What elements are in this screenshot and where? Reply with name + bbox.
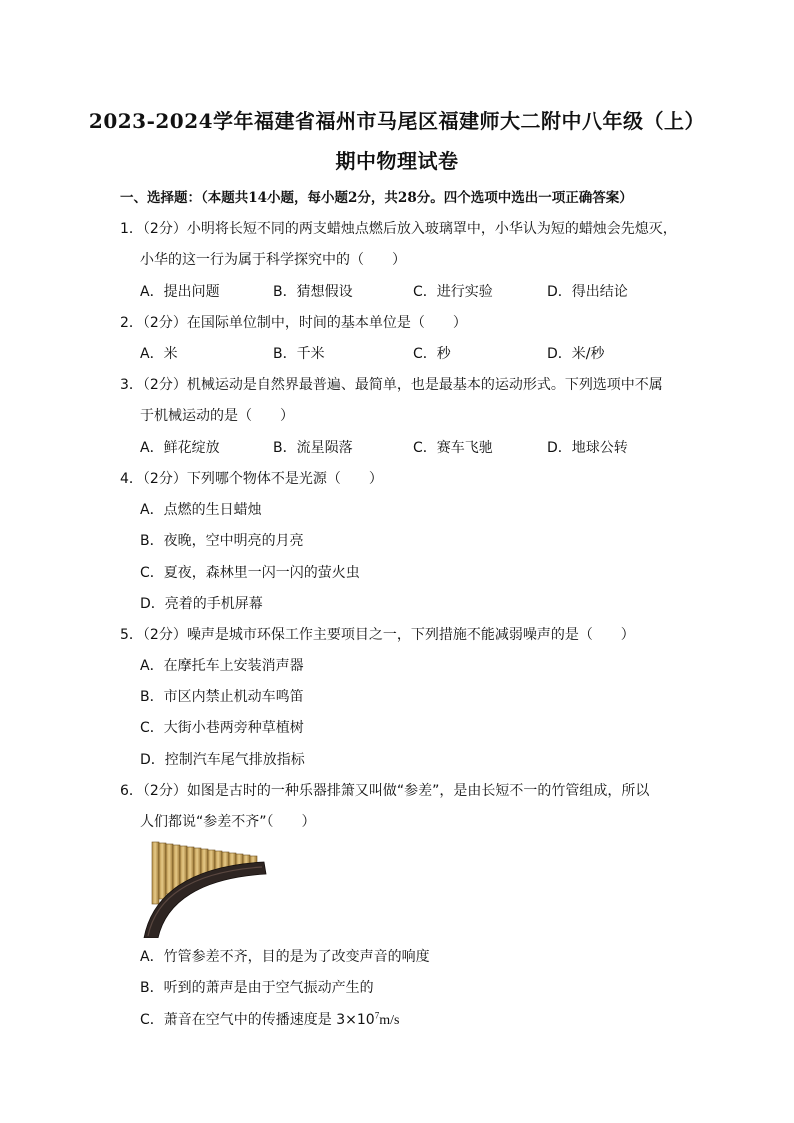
question-1-stem-line1: 1．（2分）小明将长短不同的两支蜡烛点燃后放入玻璃罩中，小华认为短的蜡烛会先熄灭， <box>120 221 677 237</box>
exam-title-line1: 2023-2024学年福建省福州市马尾区福建师大二附中八年级（上） <box>88 109 706 133</box>
question-3-stem-line2: 于机械运动的是（ ） <box>140 408 294 424</box>
question-5-option-b: B．市区内禁止机动车鸣笛 <box>140 689 304 705</box>
question-6-option-c-exponent: 7 <box>374 1010 380 1021</box>
section-heading: 一、选择题：（本题共14小题，每小题2分，共28分。四个选项中选出一项正确答案） <box>120 190 633 206</box>
question-4-option-a: A．点燃的生日蜡烛 <box>140 502 262 518</box>
question-4-stem: 4．（2分）下列哪个物体不是光源（ ） <box>120 471 383 487</box>
question-5-option-a: A．在摩托车上安装消声器 <box>140 658 304 674</box>
question-6-option-c <box>140 1009 399 1029</box>
question-3-option-a: A．鲜花绽放 <box>140 440 220 456</box>
question-2-stem: 2．（2分）在国际单位制中，时间的基本单位是（ ） <box>120 315 467 331</box>
question-4-option-b: B．夜晚，空中明亮的月亮 <box>140 533 304 549</box>
question-5-option-c: C．大街小巷两旁种草植树 <box>140 720 304 736</box>
question-4-option-d: D．亮着的手机屏幕 <box>140 596 263 612</box>
exam-title-line2: 期中物理试卷 <box>335 149 459 173</box>
question-1-option-d: D．得出结论 <box>547 284 628 300</box>
question-2-option-d: D．米/秒 <box>547 346 605 362</box>
question-2-option-b: B．千米 <box>273 346 325 362</box>
question-6-option-c-unit: m/s <box>379 1013 400 1028</box>
question-1-option-a: A．提出问题 <box>140 284 220 300</box>
question-3-stem-line1: 3．（2分）机械运动是自然界最普遍、最简单，也是最基本的运动形式。下列选项中不属 <box>120 377 663 393</box>
panpipe-image <box>138 836 270 938</box>
question-3-option-c: C．赛车飞驰 <box>413 440 493 456</box>
question-6-option-a: A．竹管参差不齐，目的是为了改变声音的响度 <box>140 949 430 965</box>
question-6-option-c-text: C．萧音在空气中的传播速度是 3×10 <box>140 1012 375 1028</box>
question-5-option-d: D．控制汽车尾气排放指标 <box>140 752 305 768</box>
question-4-option-c: C．夏夜，森林里一闪一闪的萤火虫 <box>140 565 360 581</box>
question-6-stem-line2: 人们都说“参差不齐”（ ） <box>140 814 316 830</box>
question-2-option-a: A．米 <box>140 346 178 362</box>
question-6-stem-line1: 6．（2分）如图是古时的一种乐器排箫又叫做“参差”，是由长短不一的竹管组成，所以 <box>120 783 650 799</box>
question-2-option-c: C．秒 <box>413 346 451 362</box>
question-1-option-c: C．进行实验 <box>413 284 493 300</box>
question-3-option-b: B．流星陨落 <box>273 440 353 456</box>
question-3-option-d: D．地球公转 <box>547 440 628 456</box>
question-1-stem-line2: 小华的这一行为属于科学探究中的（ ） <box>140 252 406 268</box>
question-1-option-b: B．猜想假设 <box>273 284 353 300</box>
question-5-stem: 5．（2分）噪声是城市环保工作主要项目之一，下列措施不能减弱噪声的是（ ） <box>120 627 635 643</box>
question-6-option-b: B．听到的萧声是由于空气振动产生的 <box>140 980 374 996</box>
